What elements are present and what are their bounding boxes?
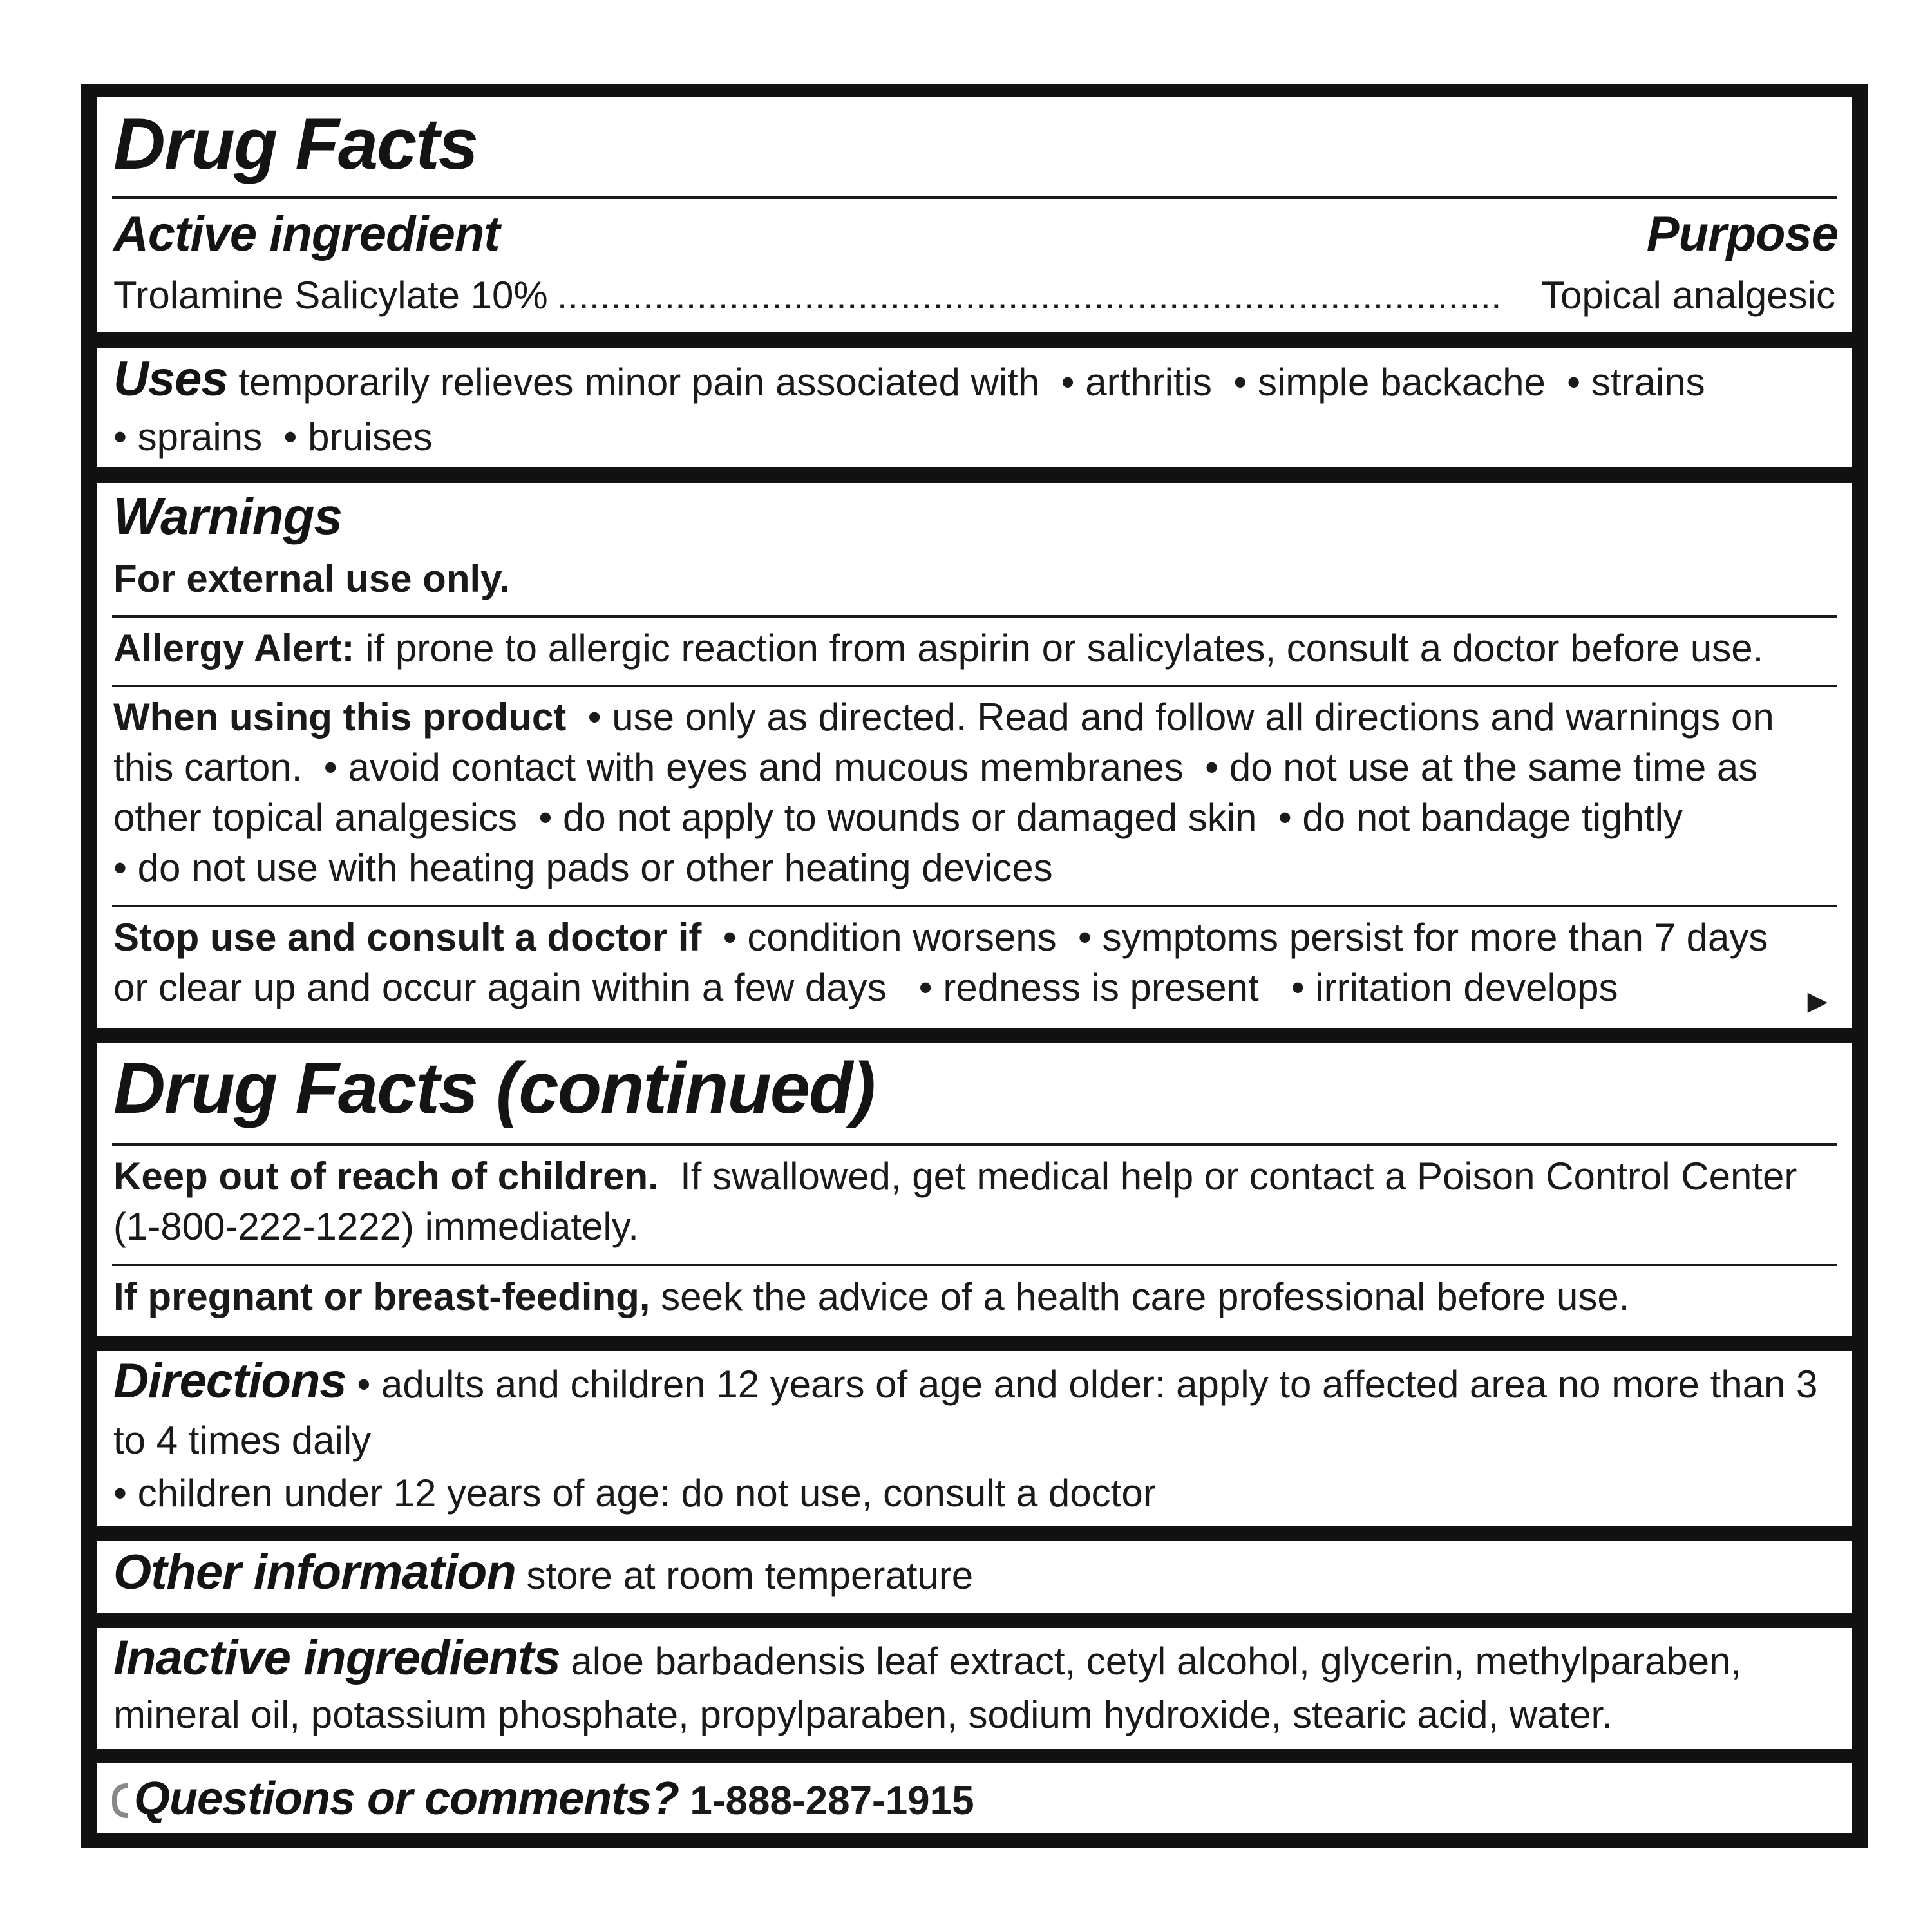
when-using-line-2: this carton. • avoid contact with eyes and mucous membranes • do not use at the same time as: [113, 746, 1758, 789]
directions-text-1: • adults and children 12 years of age and older: apply to affected area no more than 3: [346, 1363, 1818, 1406]
stop-use-line-2: or clear up and occur again within a few days • redness is present • irritation develops: [113, 966, 1618, 1009]
pregnant-text: seek the advice of a health care professional before use.: [650, 1275, 1630, 1318]
directions-line-3: • children under 12 years of age: do not use, consult a doctor: [113, 1472, 1156, 1515]
allergy-alert-text: if prone to allergic reaction from aspirin or salicylates, consult a doctor before use.: [354, 627, 1764, 670]
questions-line: [112, 1772, 974, 1825]
stop-use-line-1: [113, 913, 1768, 963]
uses-line-1: [113, 354, 1705, 408]
directions-line-2: to 4 times daily: [113, 1419, 372, 1462]
inactive-line-1: [113, 1633, 1741, 1687]
when-using-line-3: other topical analgesics • do not apply to wounds or damaged skin • do not bandage tightly: [113, 796, 1683, 839]
stop-use-label: Stop use and consult a doctor if: [113, 916, 702, 959]
pregnant-line: [113, 1272, 1629, 1322]
active-ingredient-panel: [97, 97, 1852, 332]
continued-rule-2: [112, 1264, 1837, 1266]
questions-label: Questions or comments?: [134, 1773, 679, 1824]
phone-icon: [112, 1783, 128, 1818]
keep-out-line-1: [113, 1151, 1797, 1202]
directions-panel: [97, 1351, 1852, 1526]
keep-out-line-2: (1-800-222-1222) immediately.: [113, 1205, 639, 1248]
other-information-panel: [97, 1541, 1852, 1613]
allergy-alert-label: Allergy Alert:: [113, 627, 355, 670]
keep-out-text-1: If swallowed, get medical help or contact a Poison Control Center: [658, 1155, 1797, 1198]
questions-panel: [97, 1763, 1852, 1833]
uses-header: Uses: [113, 352, 228, 406]
inactive-line-2: mineral oil, potassium phosphate, propylparaben, sodium hydroxide, stearic acid, water.: [113, 1693, 1613, 1736]
directions-line-1: [113, 1356, 1817, 1410]
drug-facts-continued-title: Drug Facts (continued): [113, 1048, 875, 1128]
inactive-text-1: aloe barbadensis leaf extract, cetyl alcohol, glycerin, methylparaben,: [560, 1640, 1742, 1683]
ingredient-name: Trolamine Salicylate 10%: [113, 274, 548, 317]
when-using-line-1: [113, 692, 1774, 743]
directions-header: Directions: [113, 1354, 346, 1408]
other-information-line: [113, 1545, 974, 1601]
warnings-rule-3: [112, 905, 1837, 907]
title-rule: [112, 196, 1837, 199]
inactive-ingredients-header: Inactive ingredients: [113, 1631, 560, 1685]
questions-phone-number: 1-888-287-1915: [679, 1779, 974, 1823]
drug-facts-title: Drug Facts: [113, 104, 477, 184]
warnings-rule-1: [112, 615, 1837, 618]
pregnant-label: If pregnant or breast-feeding,: [113, 1275, 650, 1318]
when-using-text-1: • use only as directed. Read and follow all directions and warnings on: [566, 696, 1774, 739]
keep-out-label: Keep out of reach of children.: [113, 1155, 659, 1198]
inactive-ingredients-panel: [97, 1628, 1852, 1749]
purpose-header: Purpose: [1646, 207, 1838, 261]
stop-use-text-1: • condition worsens • symptoms persist for more than 7 days: [701, 916, 1768, 959]
ingredient-purpose: Topical analgesic: [1541, 274, 1835, 317]
when-using-line-4: • do not use with heating pads or other heating devices: [113, 846, 1053, 889]
uses-text-1: temporarily relieves minor pain associated with • arthritis • simple backache • strains: [238, 361, 1705, 404]
external-use-text: For external use only.: [113, 557, 510, 600]
uses-panel: [97, 348, 1852, 467]
other-information-header: Other information: [113, 1545, 516, 1600]
warnings-rule-2: [112, 685, 1837, 687]
uses-line-2: • sprains • bruises: [113, 415, 433, 459]
warnings-panel: [97, 483, 1852, 1028]
active-ingredient-header: Active ingredient: [113, 207, 500, 261]
other-information-text: store at room temperature: [515, 1554, 974, 1597]
continued-rule-1: [112, 1143, 1837, 1146]
when-using-label: When using this product: [113, 696, 567, 739]
ingredient-row: [113, 270, 1835, 321]
allergy-alert: [113, 623, 1763, 674]
warnings-header: Warnings: [113, 488, 343, 545]
continued-panel: [97, 1043, 1852, 1336]
continue-arrow-icon: ►: [1801, 983, 1834, 1020]
leader-dots: ........................................................................................: [556, 274, 1502, 317]
